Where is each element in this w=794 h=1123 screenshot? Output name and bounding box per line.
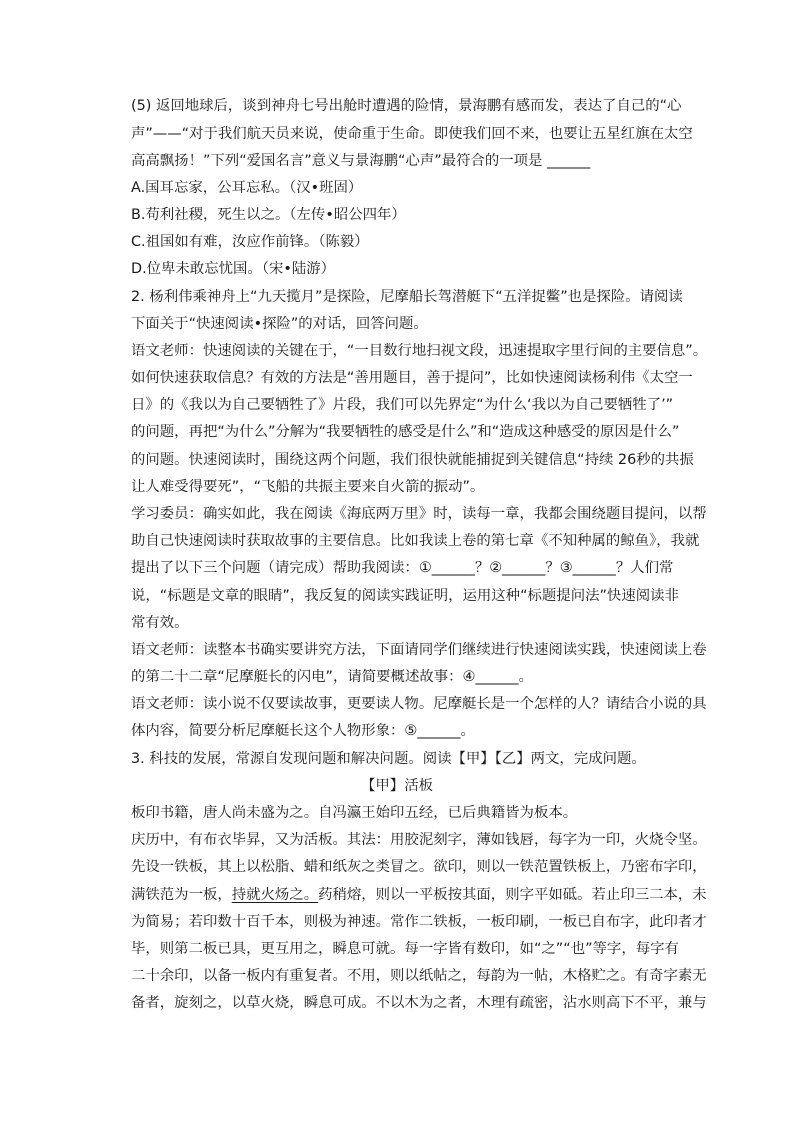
dialogue-line-6: 让人难受得要死”，“飞船的共振主要来自火箭的振动”。 [131,479,485,495]
question-2-line-2: 下面关于“快速阅读•探险”的对话，回答问题。 [131,316,428,332]
question-5-line-2: 声”——“对于我们航天员来说，使命重于生命。即使我们回不来，也要让五星红旗在太空 [131,126,693,142]
dialogue-line-15: 体内容，简要分析尼摩艇长这个人物形象：⑤______。 [131,723,475,739]
underlined-phrase: 持就火炀之。 [231,887,319,903]
option-d: D.位卑未敢忘忧国。（宋•陆游） [131,261,336,277]
dialogue-line-3: 日》的《我以为自己要牺牲了》片段，我们可以先界定“为什么‘我以为自己要牺牲了’” [131,397,674,413]
question-2-line-1: 2. 杨利伟乘神舟上“九天揽月”是探险，尼摩船长驾潜艇下“五洋捉鳖”也是探险。请阅读 [131,289,683,305]
passage-line-5: 为简易；若印数十百千本，则极为神速。常作二铁板，一板印刷，一板已自布字，此印者才 [131,914,707,930]
passage-line-2: 庆历中，有布衣毕昇，又为活板。其法：用胶泥刻字，薄如钱唇，每字为一印，火烧令坚。 [131,832,707,848]
dialogue-line-10: 说，“标题是文章的眼睛”，我反复的阅读实践证明，运用这种“标题提问法”快速阅读非 [131,588,679,604]
dialogue-line-9: 提出了以下三个问题（请完成）帮助我阅读：①______？②______？③______？人们常 [131,560,674,576]
dialogue-line-12: 语文老师：读整本书确实要讲究方法，下面请同学们继续进行快速阅读实践，快速阅读上卷 [131,642,707,658]
dialogue-line-7: 学习委员：确实如此，我在阅读《海底两万里》时，读每一章，我都会围绕题目提问，以帮 [131,506,707,522]
option-c: C.祖国如有难，汝应作前锋。（陈毅） [131,234,369,250]
passage-line-6: 毕，则第二板已具，更互用之，瞬息可就。每一字皆有数印，如“之”“也”等字，每字有 [131,941,679,957]
question-5-line-1: (5) 返回地球后，谈到神舟七号出舱时遭遇的险情，景海鹏有感而发，表达了自己的“心 [131,98,682,114]
passage-title: 【甲】活板 [361,778,433,794]
question-3-line: 3. 科技的发展，常源自发现问题和解决问题。阅读【甲】【乙】两文，完成问题。 [131,751,646,767]
dialogue-line-13: 的第二十二章“尼摩艇长的闪电”，请简要概述故事：④______。 [131,669,533,685]
passage-line-3: 先设一铁板，其上以松脂、蜡和纸灰之类冒之。欲印，则以一铁范置铁板上，乃密布字印， [131,859,707,875]
option-b: B.苟利社稷，死生以之。（左传•昭公四年） [131,207,406,223]
passage-line-4-post: 药稍熔，则以一平板按其面，则字平如砥。若止印三二本，未 [318,887,707,903]
dialogue-line-5: 的问题。快速阅读时，围绕这两个问题，我们很快就能捕捉到关键信息“持续 26秒的共振 [131,452,694,468]
passage-line-7: 二十余印，以备一板内有重复者。不用，则以纸帖之，每韵为一帖，木格贮之。有奇字素无 [131,968,707,984]
option-a: A.国耳忘家，公耳忘私。（汉•班固） [131,180,363,196]
dialogue-line-1: 语文老师：快速阅读的关键在于，“一目数行地扫视文段，迅速提取字里行间的主要信息”。 [131,343,708,359]
dialogue-line-14: 语文老师：读小说不仅要读故事，更要读人物。尼摩艇长是一个怎样的人？请结合小说的具 [131,696,707,712]
passage-line-8: 备者，旋刻之，以草火烧，瞬息可成。不以木为之者，木理有疏密，沾水则高下不平，兼与 [131,995,707,1011]
dialogue-line-8: 助自己快速阅读时获取故事的主要信息。比如我读上卷的第七章《不知种属的鲸鱼》，我就 [131,533,700,549]
dialogue-line-11: 常有效。 [131,615,189,631]
dialogue-line-2: 如何快速获取信息？有效的方法是“善用题目，善于提问”，比如快速阅读杨利伟《太空一 [131,370,693,386]
passage-line-1: 板印书籍，唐人尚未盛为之。自冯瀛王始印五经，已后典籍皆为板本。 [131,805,578,821]
passage-line-4 [131,885,707,905]
question-5-line-3: 高高飘扬！”下列“爱国名言”意义与景海鹏“心声”最符合的一项是 ______ [131,153,591,169]
passage-line-4-pre: 满铁范为一板， [131,887,232,903]
dialogue-line-4: 的问题，再把“为什么”分解为“我要牺牲的感受是什么”和“造成这种感受的原因是什么” [131,424,680,440]
